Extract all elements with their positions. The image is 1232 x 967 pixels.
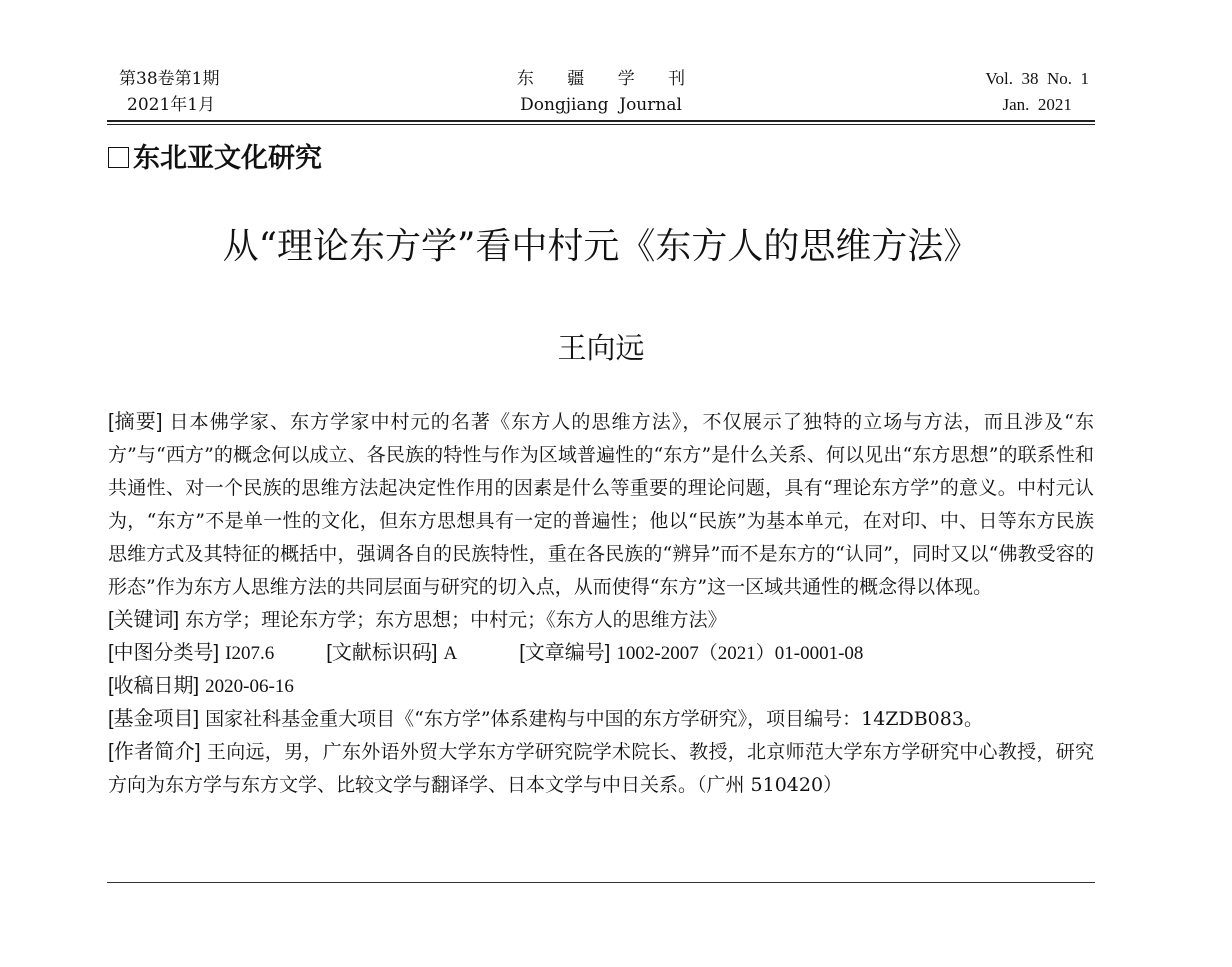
section-heading [108, 140, 322, 178]
clc-label: [中图分类号] [108, 642, 220, 664]
author-bio [108, 736, 1094, 802]
fund-text: 国家社科基金重大项目《“东方学”体系建构与中国的东方学研究》，项目编号：14ZDB083。 [205, 708, 983, 730]
running-header [107, 66, 1095, 122]
date-en: Jan. 2021 [1002, 95, 1072, 114]
classification [108, 637, 1094, 670]
clc-value: I207.6 [225, 643, 275, 664]
journal-name-cn: 东 疆 学 刊 [516, 69, 700, 89]
date-cn: 2021年1月 [127, 95, 216, 115]
journal-name-en: Dongjiang Journal [520, 95, 682, 115]
received-value: 2020-06-16 [205, 676, 294, 697]
keywords-label: [关键词] [108, 609, 180, 631]
article-number-label: [文章编号] [519, 642, 611, 664]
doc-code-value: A [443, 643, 458, 664]
header-rule-thin [107, 124, 1095, 125]
fund-info [108, 703, 1094, 736]
author-bio-text: 王向远，男，广东外语外贸大学东方学研究院学术院长、教授，北京师范大学东方学研究中心教授，研究方向为东方学与东方文学、比较文学与翻译学、日本文学与中日关系。（广州 510420） [108, 741, 1094, 796]
volume-issue-cn: 第38卷第1期 [119, 69, 220, 89]
volume-issue-en: Vol. 38 No. 1 [985, 69, 1089, 88]
header-rule-thick [107, 120, 1095, 122]
square-bullet-icon [108, 147, 129, 168]
keywords [108, 604, 1094, 637]
received-label: [收稿日期] [108, 675, 200, 697]
footer-rule [107, 882, 1095, 883]
author-bio-label: [作者简介] [108, 741, 201, 763]
keywords-text: 东方学；理论东方学；东方思想；中村元；《东方人的思维方法》 [185, 609, 727, 631]
header-right [985, 66, 1089, 118]
abstract-text: 日本佛学家、东方学家中村元的名著《东方人的思维方法》，不仅展示了独特的立场与方法，而且涉及“东方”与“西方”的概念何以成立、各民族的特性与作为区域普遍性的“东方”是什么关系、何以见出“东方思想”的联系性和共通性、对一个民族的思维方法起决定性作用的因素是什么等重要的理论问题，具有“理论东方学”的意义。中村元认为，“东方”不是单一性的文化，但东方思想具有一定的普遍性；他以“民族”为基本单元，在对印、中、日等东方民族思维方式及其特征的概括中，强调各自的民族特性，重在各民族的“辨异”而不是东方的“认同”，同时又以“佛教受容的形态”作为东方人思维方法的共同层面与研究的切入点，从而使得“东方”这一区域共通性的概念得以体现。 [108, 411, 1094, 598]
article-number-value: 1002-2007（2021）01-0001-08 [616, 643, 864, 664]
front-matter [108, 406, 1094, 802]
abstract-label: [摘要] [108, 411, 163, 433]
received-date [108, 670, 1094, 703]
article-title: 从“理论东方学”看中村元《东方人的思维方法》 [222, 226, 980, 267]
fund-label: [基金项目] [108, 708, 200, 730]
doc-code-label: [文献标识码] [326, 642, 438, 664]
article-author: 王向远 [557, 331, 645, 365]
header-center [107, 66, 1095, 118]
abstract [108, 406, 1094, 604]
section-title: 东北亚文化研究 [133, 143, 322, 174]
